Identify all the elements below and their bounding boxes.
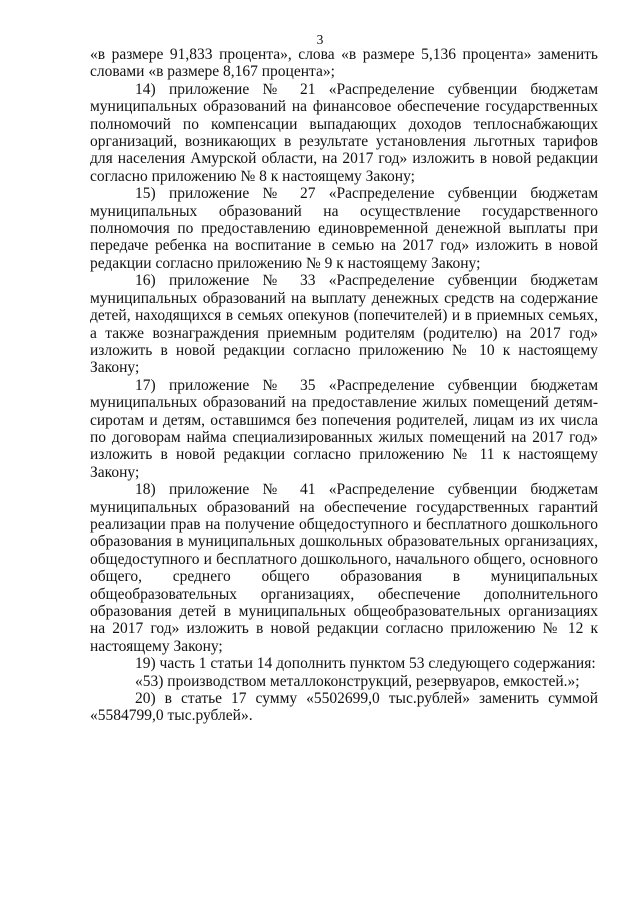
document-body [90, 46, 598, 725]
paragraph-item-20: 20) в статье 17 сумму «5502699,0 тыс.рублей» заменить суммой «5584799,0 тыс.рублей». [90, 690, 598, 725]
paragraph-item-19: 19) часть 1 статьи 14 дополнить пунктом 53 следующего содержания: [135, 655, 596, 673]
paragraph-continuation: «в размере 91,833 процента», слова «в размере 5,136 процента» заменить словами «в размере 8,167 процента»; [90, 46, 598, 81]
paragraph-item-17: 17) приложение № 35 «Распределение субвенции бюджетам муниципальных образований на предоставление жилых помещений детям-сиротам и детям, оставшимся без попечения родителей, лицам из их числа по договорам найма специализированных жилых помещений на 2017 год» изложить в новой редакции согласно приложению № 11 к настоящему Закону; [90, 376, 598, 481]
paragraph-item-14: 14) приложение № 21 «Распределение субвенции бюджетам муниципальных образований на финансовое обеспечение государственных полномочий по компенсации выпадающих доходов теплоснабжающих организаций, возникающих в результате установления льготных тарифов для населения Амурской области, на 2017 год» изложить в новой редакции согласно приложению № 8 к настоящему Закону; [90, 80, 598, 185]
page-number: 3 [316, 32, 324, 47]
paragraph-item-53: «53) производством металлоконструкций, резервуаров, емкостей.»; [135, 672, 580, 690]
paragraph-item-16: 16) приложение № 33 «Распределение субвенции бюджетам муниципальных образований на выплату денежных средств на содержание детей, находящихся в семьях опекунов (попечителей) и в приемных семьях, а также вознаграждения приемным родителям (родителю) на 2017 год» изложить в новой редакции согласно приложению № 10 к настоящему Закону; [90, 272, 598, 377]
paragraph-item-18: 18) приложение № 41 «Распределение субвенции бюджетам муниципальных образований на обеспечение государственных гарантий реализации прав на получение общедоступного и бесплатного дошкольного образования в муниципальных дошкольных образовательных организациях, общедоступного и бесплатного дошкольного, начального общего, основного общего, среднего общего образования в муниципальных общеобразовательных организациях, обеспечение дополнительного образования детей в муниципальных общеобразовательных организациях на 2017 год» изложить в новой редакции согласно приложению № 12 к настоящему Закону; [90, 481, 598, 655]
paragraph-item-15: 15) приложение № 27 «Распределение субвенции бюджетам муниципальных образований на осуществление государственного полномочия по предоставлению единовременной денежной выплаты при передаче ребенка на воспитание в семью на 2017 год» изложить в новой редакции согласно приложению № 9 к настоящему Закону; [90, 185, 598, 272]
